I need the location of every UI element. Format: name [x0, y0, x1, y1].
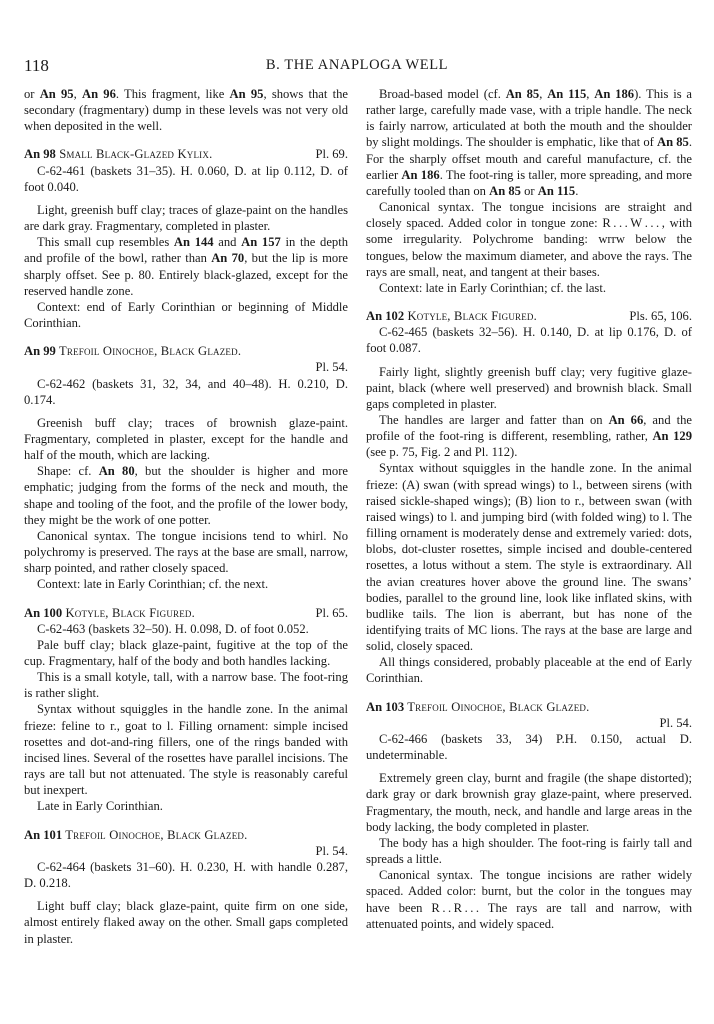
- entry-syntax-an99: Canonical syntax. The tongue incisions tend to whirl. No polychromy is preserved. The rays at the base are small, narrow, sharp pointed, and rather closely spaced.: [24, 528, 348, 576]
- entry-heading-an100: An 100 Kotyle, Black Figured. Pl. 65.: [24, 605, 348, 620]
- entry-dims-an101: C-62-464 (baskets 31–60). H. 0.230, H. with handle 0.287, D. 0.218.: [24, 859, 348, 891]
- entry-date-an100: Late in Early Corinthian.: [37, 799, 163, 814]
- intro-paragraph: or An 95, An 96. This fragment, like An 95, shows that the secondary (fragmentary) dump in these levels was not very old when deposited in the well.: [24, 87, 348, 134]
- entry-heading-an103: An 103 Trefoil Oinochoe, Black Glazed.: [366, 699, 590, 714]
- entry-clay-an102: Fairly light, slightly greenish buff clay; very fugitive glaze-paint, black (where well preserved) and brownish black. Small gaps completed in plaster.: [366, 364, 692, 411]
- entry-context-an99: Context: late in Early Corinthian; cf. the next.: [37, 577, 269, 592]
- entry-heading-an101: An 101 Trefoil Oinochoe, Black Glazed.: [24, 827, 248, 842]
- entry-note-an98: This small cup resembles An 144 and An 157 in the depth and profile of the bowl, rather than An 70, but the lip is more sharply offset. See p. 80. Entirely black-glazed, except for the reserved handle zone.: [24, 235, 349, 298]
- left-column: [24, 86, 348, 947]
- entry-shape-an99: Shape: cf. An 80, but the shoulder is higher and more emphatic; judging from the forms of the neck and mouth, the shape and tooling of the foot, and the profile of the lower body, they might be the work of one potter.: [24, 464, 349, 527]
- entry-clay-an98: Light, greenish buff clay; traces of glaze-paint on the handles are dark gray. Fragmentary, completed in plaster.: [24, 202, 348, 234]
- entry-syntax-an103: Canonical syntax. The tongue incisions are rather widely spaced. Added color: burnt, but the color in the tongues may have been R . . R . . . The rays are tall and narrow, with attenuated points, and widely spaced.: [366, 868, 692, 931]
- entry-clay-an99: Greenish buff clay; traces of brownish glaze-paint. Fragmentary, completed in plaster, except for the handle and half of the mouth, which are lacking.: [24, 415, 348, 463]
- entry-dims-an100: C-62-463 (baskets 32–50). H. 0.098, D. of foot 0.052.: [37, 621, 309, 636]
- entry-dims-an102: C-62-465 (baskets 32–56). H. 0.140, D. at lip 0.176, D. of foot 0.087.: [366, 325, 692, 356]
- running-title: B. THE ANAPLOGA WELL: [265, 57, 449, 73]
- entry-heading-an102: An 102 Kotyle, Black Figured. Pls. 65, 106.: [366, 309, 692, 324]
- entry-context-an98: Context: end of Early Corinthian or beginning of Middle Corinthian.: [24, 299, 348, 331]
- entry-heading-an99: An 99 Trefoil Oinochoe, Black Glazed.: [24, 344, 242, 359]
- entry-heading-an98: An 98 Small Black-Glazed Kylix. Pl. 69.: [24, 147, 348, 162]
- entry-syntax-an102: Syntax without squiggles in the handle zone. In the animal frieze: (A) swan (with spread wings) to l., between sirens (with raised sickle-shaped wings); (B) lion to r., between swan (with raised wings) to l. and jumping bird (with folded wing) to l. The filling ornament is moderately dense and extremely varied: dots, blobs, dot-cluster rosettes, simple incised and double-centered rosettes, a lotus without a stem. The style is extraordinary. All the avian creatures hover above the ground line. The swans’ bodies, parallel to the ground line, look like inflated skins, with budlike tails. The lion is aberrant, but has none of the identifying traits of MC lions. The rays at the base are large and solid, closely spaced.: [366, 461, 692, 654]
- entry-clay-an101: Light buff clay; black glaze-paint, quite firm on one side, almost entirely flaked away on the other. Small gaps completed in plaster.: [24, 899, 348, 946]
- entry-handles-an102: The handles are larger and fatter than on An 66, and the profile of the foot-ring is different, resembling, rather, An 129 (see p. 75, Fig. 2 and Pl. 112).: [366, 412, 692, 460]
- context-paragraph: Context: late in Early Corinthian; cf. the last.: [379, 280, 606, 295]
- entry-clay-an103: Extremely green clay, burnt and fragile (the shape distorted); dark gray or dark brownish gray glaze-paint, where preserved. Fragmentary, the mouth, neck, and handle and large areas in the body lacking, the body completed in plaster.: [366, 771, 692, 834]
- entry-note-an100: This is a small kotyle, tall, with a narrow base. The foot-ring is rather slight.: [24, 670, 348, 701]
- page-number: 118: [24, 56, 49, 75]
- entry-plate-an103: Pl. 54.: [659, 715, 692, 730]
- entry-body-an103: The body has a high shoulder. The foot-ring is fairly tall and spreads a little.: [366, 835, 692, 867]
- entry-dims-an98: C-62-461 (baskets 31–35). H. 0.060, D. at lip 0.112, D. of foot 0.040.: [24, 163, 348, 194]
- entry-conclusion-an102: All things considered, probably placeable at the end of Early Corinthian.: [366, 655, 692, 686]
- entry-syntax-an100: Syntax without squiggles in the handle zone. In the animal frieze: feline to r., goat to l. Filling ornament: simple incised rosettes and dot-and-ring fillers, one of the rings banded with incised lines. Several of the rosettes have parallel incisions. The rays are tall but not attenuated. The style is reasonably careful but inexpert.: [24, 702, 348, 798]
- right-column: [366, 86, 692, 932]
- entry-plate-an99: Pl. 54.: [315, 360, 348, 375]
- entry-plate-an101: Pl. 54.: [315, 843, 348, 858]
- entry-clay-an100: Pale buff clay; black glaze-paint, fugitive at the top of the cup. Fragmentary, half of the body and both handles lacking.: [24, 637, 348, 668]
- syntax-paragraph: Canonical syntax. The tongue incisions are straight and closely spaced. Added color in tongue zone: R . . . W . . . , with some irregularity. Polychrome banding: wrrw below the tongues, below the maximum diameter, and above the rays. The rays are small, neat, and tangent at their bases.: [366, 200, 692, 279]
- broad-based-paragraph: Broad-based model (cf. An 85, An 115, An 186). This is a rather large, carefully made vase, with a triple handle. The neck is fairly narrow, articulated at both the mouth and the shoulder by slight moldings. The shoulder is emphatic, like that of An 85. For the sharply offset mouth and careful manufacture, cf. the earlier An 186. The foot-ring is taller, more spreading, and more carefully tooled than on An 85 or An 115.: [366, 87, 693, 198]
- entry-dims-an103: C-62-466 (baskets 33, 34) P.H. 0.150, actual D. undeterminable.: [366, 731, 692, 763]
- entry-dims-an99: C-62-462 (baskets 31, 32, 34, and 40–48). H. 0.210, D. 0.174.: [24, 376, 348, 407]
